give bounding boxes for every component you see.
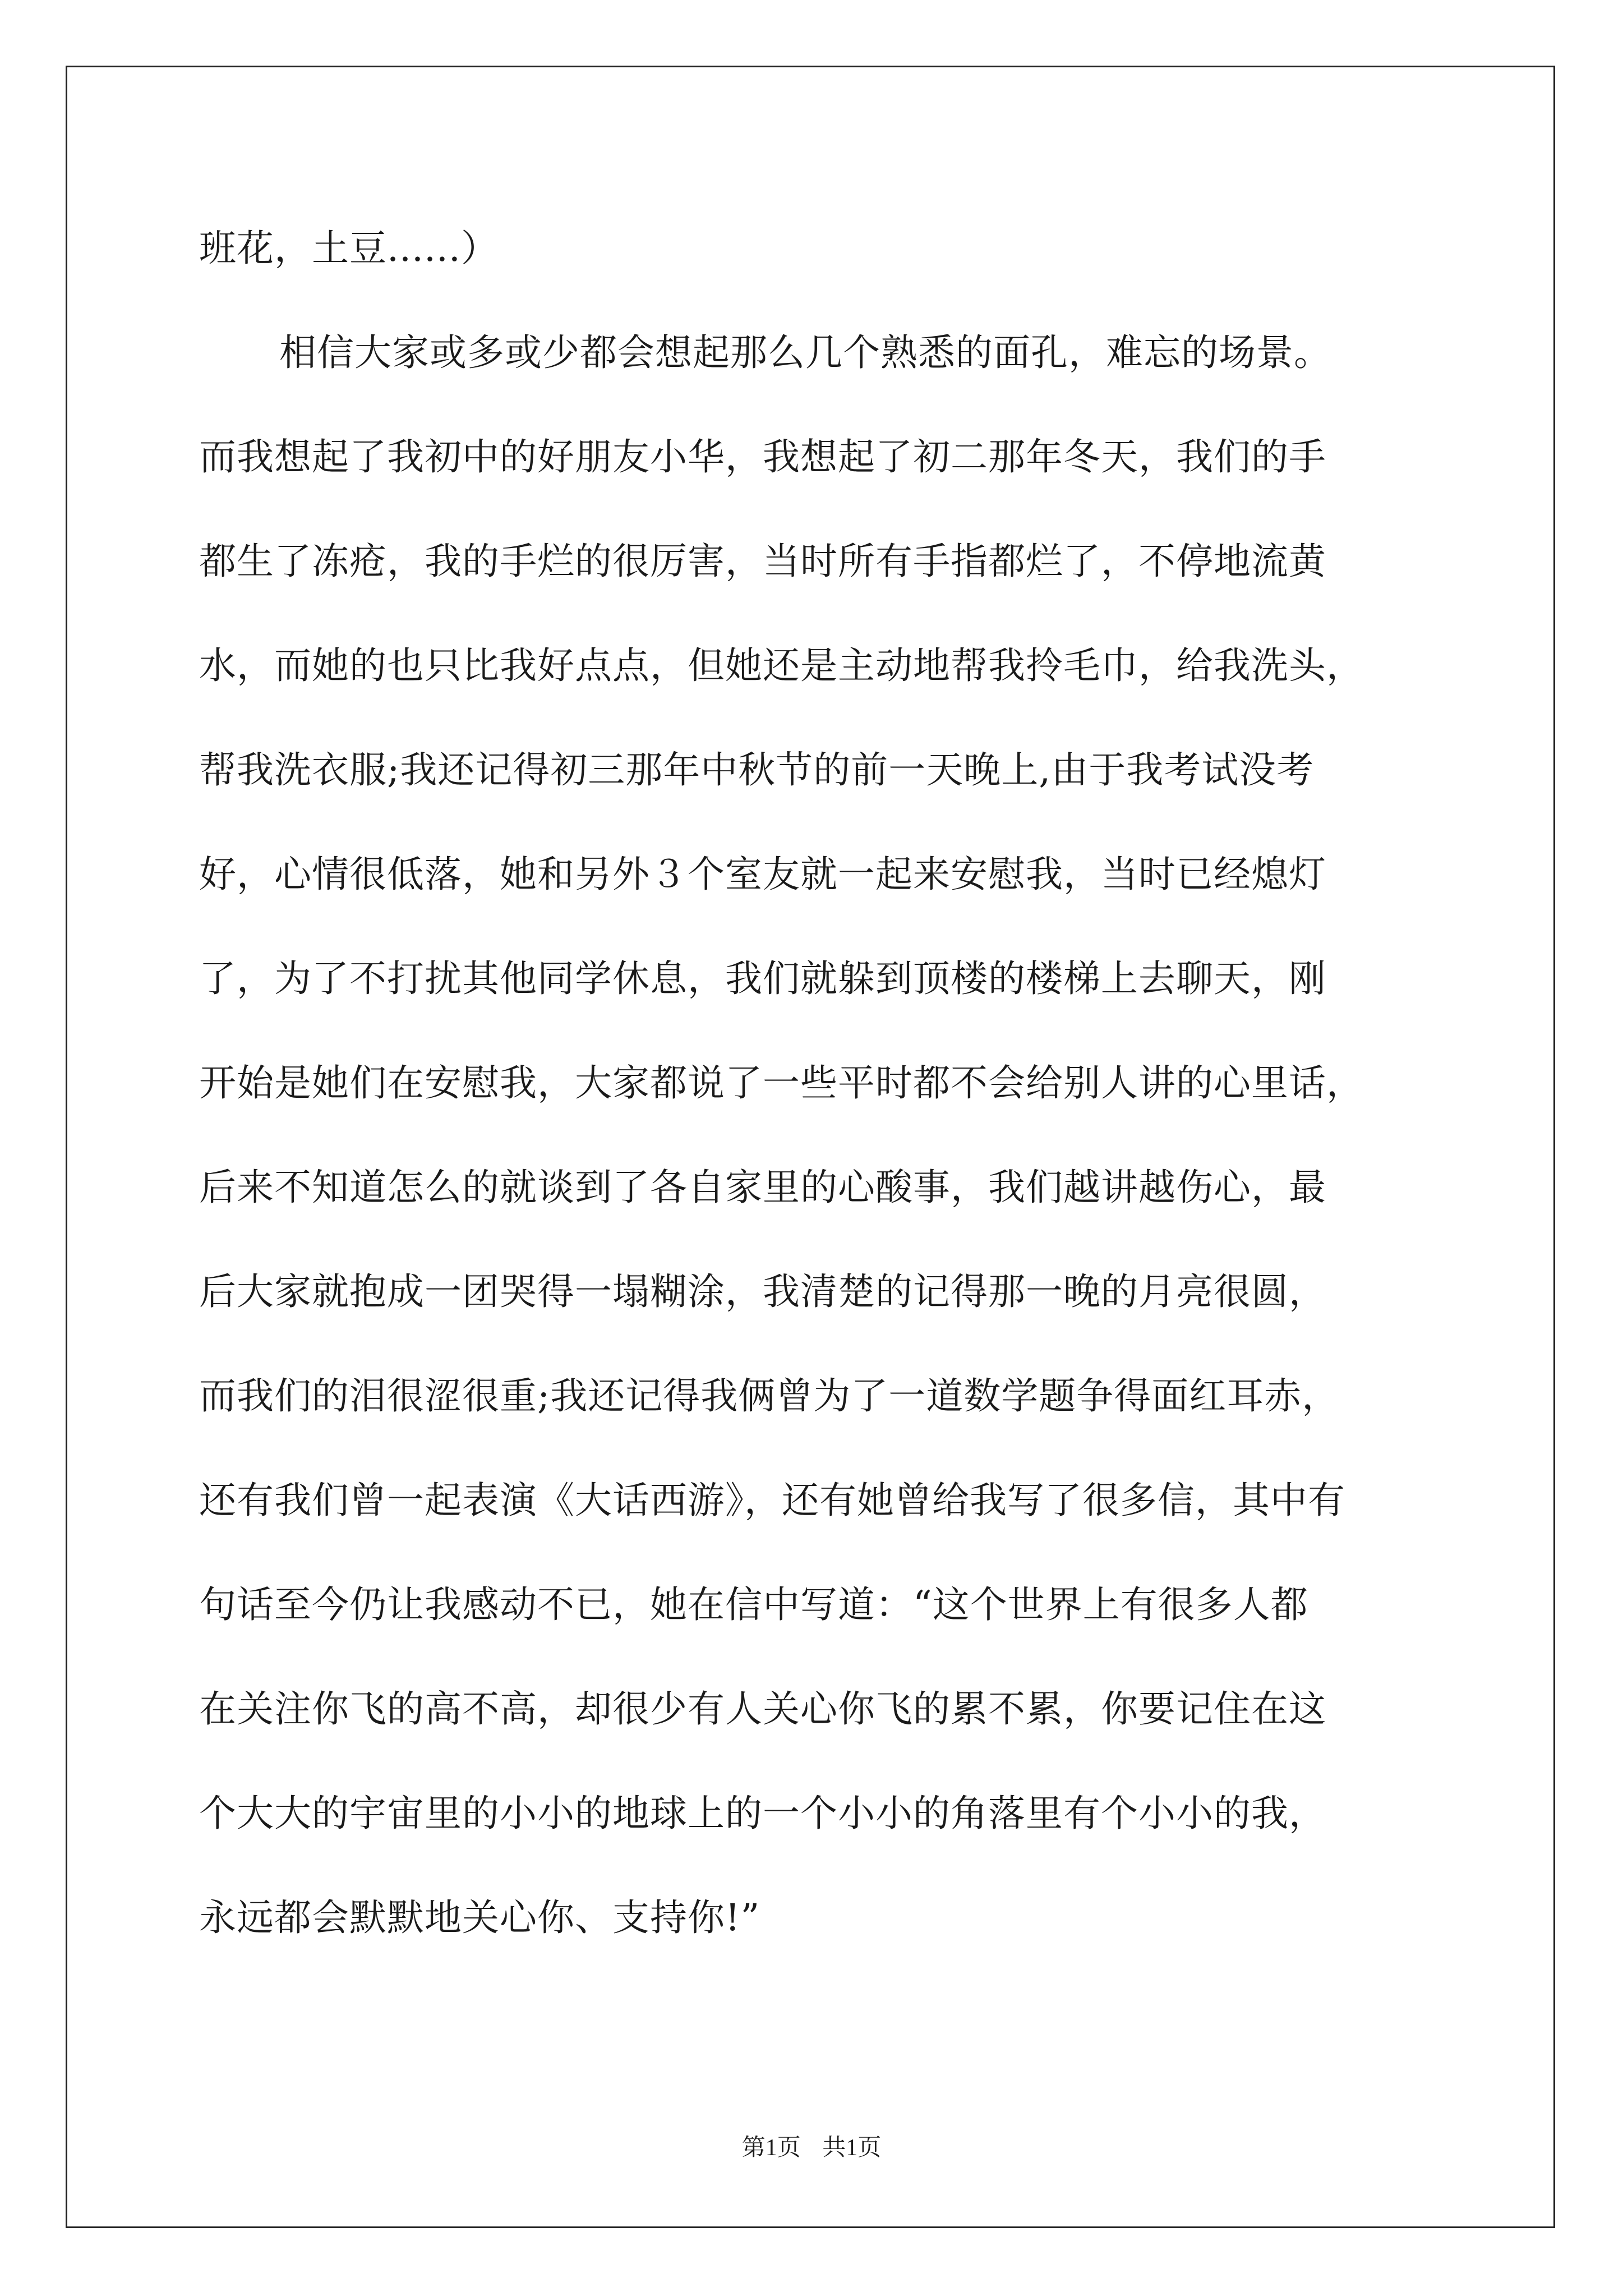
page-number: 第1页 bbox=[741, 2135, 801, 2161]
text-line: 开始是她们在安慰我，大家都说了一些平时都不会给别人讲的心里话， bbox=[199, 1061, 1364, 1105]
text-line: 班花，土豆......） bbox=[199, 227, 499, 270]
text-line: 后大家就抱成一团哭得一塌糊涂，我清楚的记得那一晚的月亮很圆， bbox=[199, 1270, 1326, 1313]
page-total: 共1页 bbox=[822, 2135, 882, 2161]
document-body bbox=[199, 219, 1455, 1993]
text-line: 还有我们曾一起表演《大话西游》，还有她曾给我写了很多信，其中有 bbox=[199, 1479, 1345, 1522]
text-line: 好，心情很低落，她和另外３个室友就一起来安慰我，当时已经熄灯 bbox=[199, 853, 1326, 896]
paragraph-first-line: 相信大家或多或少都会想起那么几个熟悉的面孔，难忘的场景。 bbox=[279, 331, 1331, 374]
text-line: 在关注你飞的高不高，却很少有人关心你飞的累不累，你要记住在这 bbox=[199, 1687, 1326, 1731]
text-line: 帮我洗衣服;我还记得初三那年中秋节的前一天晚上,由于我考试没考 bbox=[199, 748, 1315, 792]
page-footer bbox=[0, 2129, 1623, 2162]
text-line: 都生了冻疮，我的手烂的很厉害，当时所有手指都烂了，不停地流黄 bbox=[199, 540, 1326, 583]
text-line: 永远都会默默地关心你、支持你!” bbox=[199, 1896, 760, 1939]
text-line: 后来不知道怎么的就谈到了各自家里的心酸事，我们越讲越伤心，最 bbox=[199, 1166, 1326, 1209]
text-line: 而我们的泪很涩很重;我还记得我俩曾为了一道数学题争得面红耳赤， bbox=[199, 1374, 1340, 1418]
text-line: 而我想起了我初中的好朋友小华，我想起了初二那年冬天，我们的手 bbox=[199, 435, 1326, 478]
text-line: 了，为了不打扰其他同学休息，我们就躲到顶楼的楼梯上去聊天，刚 bbox=[199, 957, 1326, 1000]
text-line: 个大大的宇宙里的小小的地球上的一个小小的角落里有个小小的我， bbox=[199, 1792, 1326, 1835]
text-line: 句话至今仍让我感动不已，她在信中写道：“这个世界上有很多人都 bbox=[199, 1583, 1308, 1626]
text-line: 水，而她的也只比我好点点，但她还是主动地帮我拎毛巾，给我洗头， bbox=[199, 644, 1364, 687]
